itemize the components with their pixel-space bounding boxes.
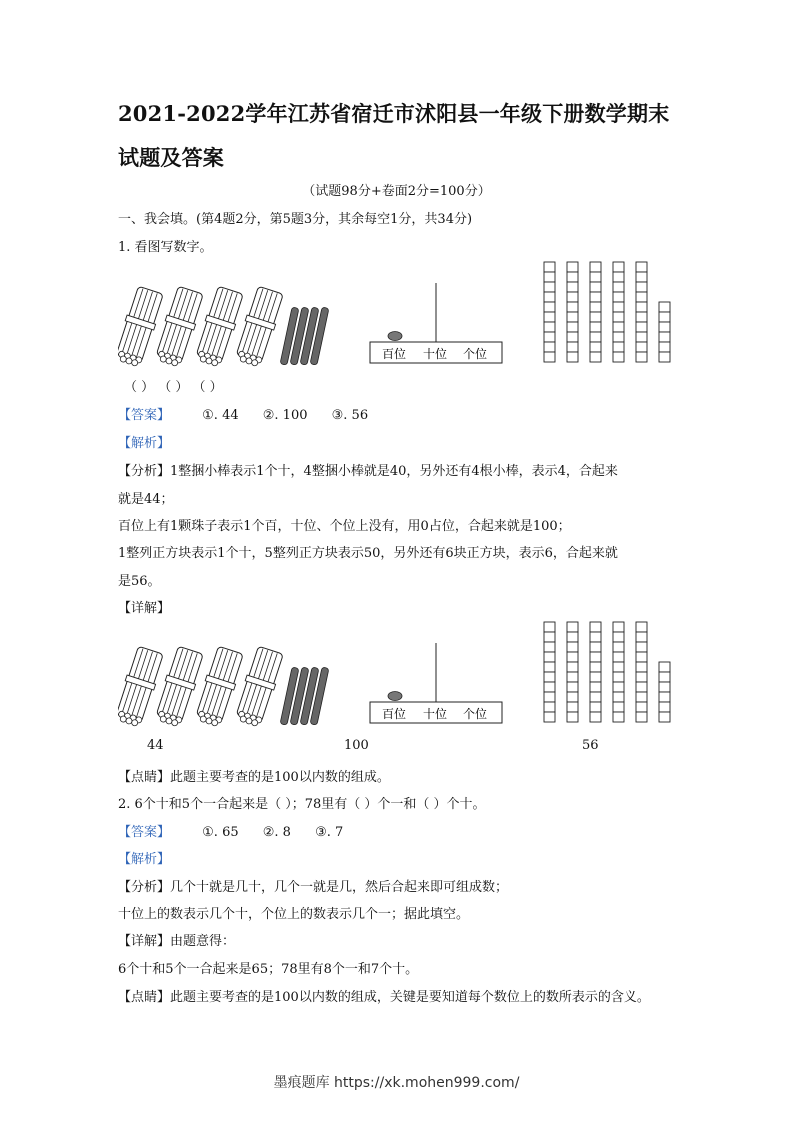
detail-value-2: 100	[344, 738, 369, 753]
q1-analysis-line-4: 1整列正方块表示1个十，5整列正方块表示50，另外还有6块正方块，表示6，合起来就	[118, 546, 618, 561]
detail-value-1: 44	[147, 738, 164, 753]
abacus-label-ones-2: 个位	[463, 707, 488, 721]
abacus-label-ones: 个位	[463, 347, 488, 361]
q2-answer-2: ②. 8	[262, 825, 291, 840]
score-note: （试题98分+卷面2分=100分）	[302, 184, 491, 199]
abacus-label-hundreds: 百位	[382, 347, 407, 361]
abacus-label-hundreds-2: 百位	[382, 707, 407, 721]
q1-analysis-line-3: 百位上有1颗珠子表示1个百，十位、个位上没有，用0占位，合起来就是100；	[118, 519, 571, 534]
q1-figure	[118, 255, 678, 370]
section-heading: 一、我会填。(第4题2分，第5题3分，其余每空1分，共34分)	[118, 212, 473, 227]
q1-analysis-line-2: 就是44；	[118, 492, 174, 507]
q2-answer-3: ③. 7	[315, 825, 344, 840]
q2-answer-1: ①. 65	[202, 825, 239, 840]
abacus-label-tens-2: 十位	[423, 707, 448, 721]
q2-detail-text: 6个十和5个一合起来是65；78里有8个一和7个十。	[118, 962, 419, 977]
q1-analysis-tag: 【解析】	[118, 436, 171, 451]
q1-detail-figure	[118, 615, 678, 730]
q2-analysis-line-1: 【分析】几个十就是几十，几个一就是几，然后合起来即可组成数；	[118, 880, 509, 895]
q2-analysis-line-2: 十位上的数表示几个十，个位上的数表示几个一；据此填空。	[118, 907, 470, 922]
q2-detail-tag: 【详解】由题意得：	[118, 934, 236, 949]
q2-note: 【点睛】此题主要考查的是100以内数的组成，关键是要知道每个数位上的数所表示的含义。	[118, 990, 650, 1005]
detail-value-3: 56	[582, 738, 599, 753]
q1-answer-3: ③. 56	[331, 408, 369, 423]
q1-analysis-line-1: 【分析】1整捆小棒表示1个十，4整捆小棒就是40，另外还有4根小棒，表示4，合起来	[118, 464, 618, 479]
q2-stem: 2. 6个十和5个一合起来是（ ）；78里有（ ）个一和（ ）个十。	[118, 797, 486, 812]
answer-tag: 【答案】	[118, 825, 171, 840]
q1-answer-row	[118, 404, 368, 423]
document-title: 2021-2022学年江苏省宿迁市沭阳县一年级下册数学期末试题及答案	[118, 101, 670, 170]
q1-analysis-line-5: 是56。	[118, 574, 161, 589]
q2-answer-row	[118, 821, 343, 840]
q1-blanks: （ ） （ ） （ ）	[124, 380, 223, 395]
q2-analysis-tag: 【解析】	[118, 852, 171, 867]
footer-watermark: 墨痕题库 https://xk.mohen999.com/	[273, 1075, 520, 1091]
q1-stem: 1. 看图写数字。	[118, 240, 213, 255]
answer-tag: 【答案】	[118, 408, 171, 423]
abacus-label-tens: 十位	[423, 347, 448, 361]
q1-answer-2: ②. 100	[262, 408, 308, 423]
q1-detail-tag: 【详解】	[118, 601, 171, 616]
q1-answer-1: ①. 44	[202, 408, 239, 423]
q1-note: 【点睛】此题主要考查的是100以内数的组成。	[118, 770, 390, 785]
